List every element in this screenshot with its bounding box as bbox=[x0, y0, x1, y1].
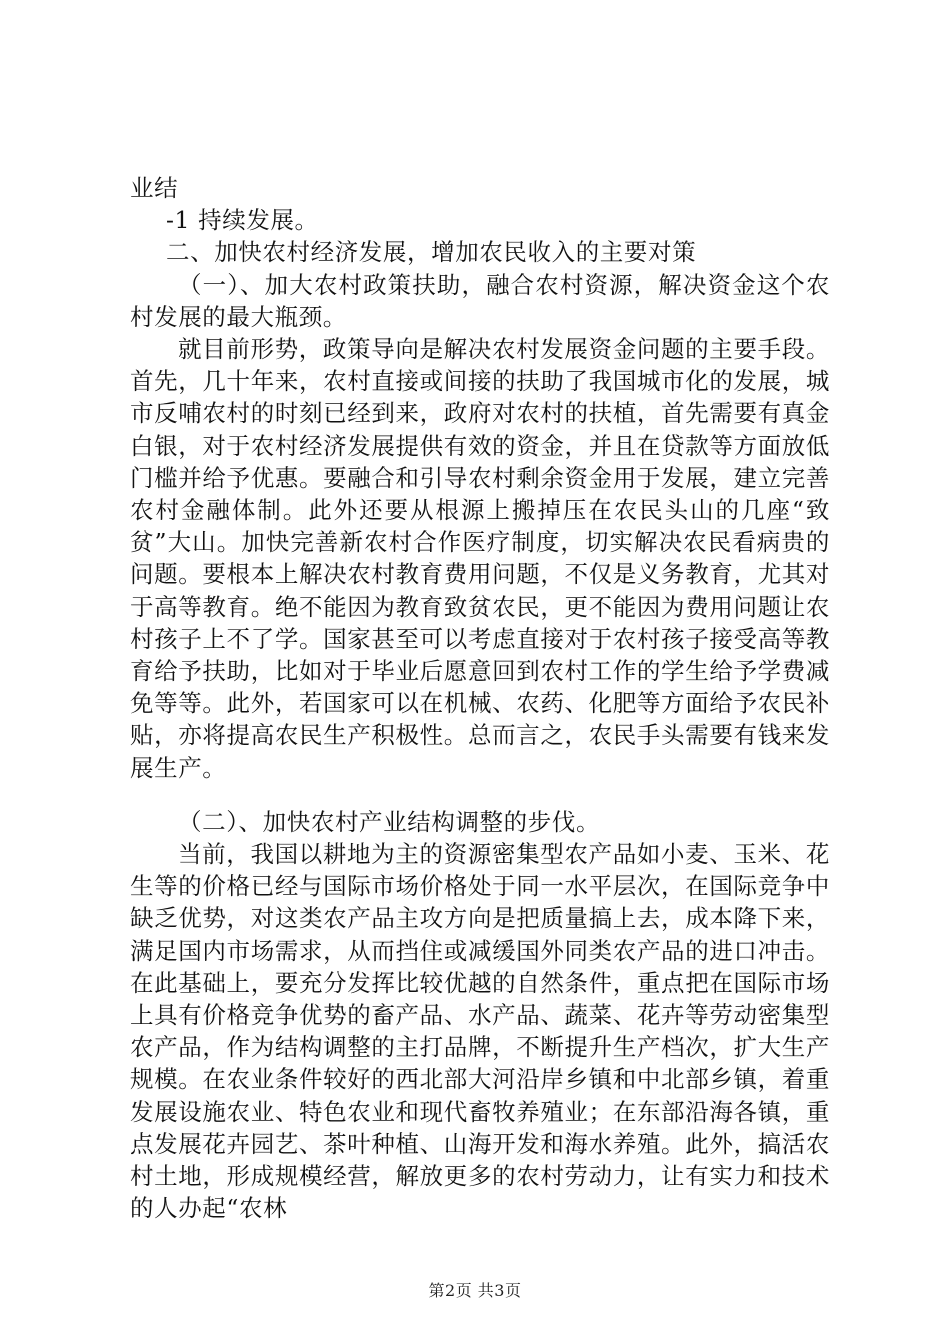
paragraph-1: 就目前形势，政策导向是解决农村发展资金问题的主要手段。首先，几十年来，农村直接或间接的扶助了我国城市化的发展，城市反哺农村的时刻已经到来，政府对农村的扶植，首先需要有真金白银，对于农村经济发展提供有效的资金，并且在贷款等方面放低门槛并给予优惠。要融合和引导农村剩余资金用于发展，建立完善农村金融体制。此外还要从根源上搬掉压在农民头山的几座“致贫”大山。加快完善新农村合作医疗制度，切实解决农民看病贵的问题。要根本上解决农村教育费用问题，不仅是义务教育，尤其对于高等教育。绝不能因为教育致贫农民，更不能因为费用问题让农村孩子上不了学。国家甚至可以考虑直接对于农村孩子接受高等教育给予扶助，比如对于毕业后愿意回到农村工作的学生给予学费减免等等。此外，若国家可以在机械、农药、化肥等方面给予农民补贴，亦将提高农民生产积极性。总而言之，农民手头需要有钱来发展生产。 bbox=[130, 335, 830, 782]
subheading-2: （二）、加快农村产业结构调整的步伐。 bbox=[178, 807, 601, 836]
subheading-1: （一）、加大农村政策扶助，融合农村资源，解决资金这个农村发展的最大瓶颈。 bbox=[130, 270, 830, 331]
page-footer: 第2页 共3页 bbox=[428, 1281, 522, 1300]
section-heading: 二、加快农村经济发展，增加农民收入的主要对策 bbox=[166, 238, 697, 267]
text-continued: -1 持续发展。 bbox=[166, 206, 319, 235]
document-body bbox=[130, 172, 830, 1225]
text-fragment: 业结 bbox=[130, 174, 179, 202]
paragraph-2: 当前，我国以耕地为主的资源密集型农产品如小麦、玉米、花生等的价格已经与国际市场价格处于同一水平层次，在国际竞争中缺乏优势，对这类农产品主攻方向是把质量搞上去，成本降下来，满足国内市场需求，从而挡住或减缓国外同类农产品的进口冲击。在此基础上，要充分发挥比较优越的自然条件，重点把在国际市场上具有价格竞争优势的畜产品、水产品、蔬菜、花卉等劳动密集型农产品，作为结构调整的主打品牌，不断提升生产档次，扩大生产规模。在农业条件较好的西北部大河沿岸乡镇和中北部乡镇，着重发展设施农业、特色农业和现代畜牧养殖业；在东部沿海各镇，重点发展花卉园艺、茶叶种植、山海开发和海水养殖。此外，搞活农村土地，形成规模经营，解放更多的农村劳动力，让有实力和技术的人办起“农林 bbox=[130, 840, 830, 1223]
paragraph-gap bbox=[130, 784, 830, 806]
